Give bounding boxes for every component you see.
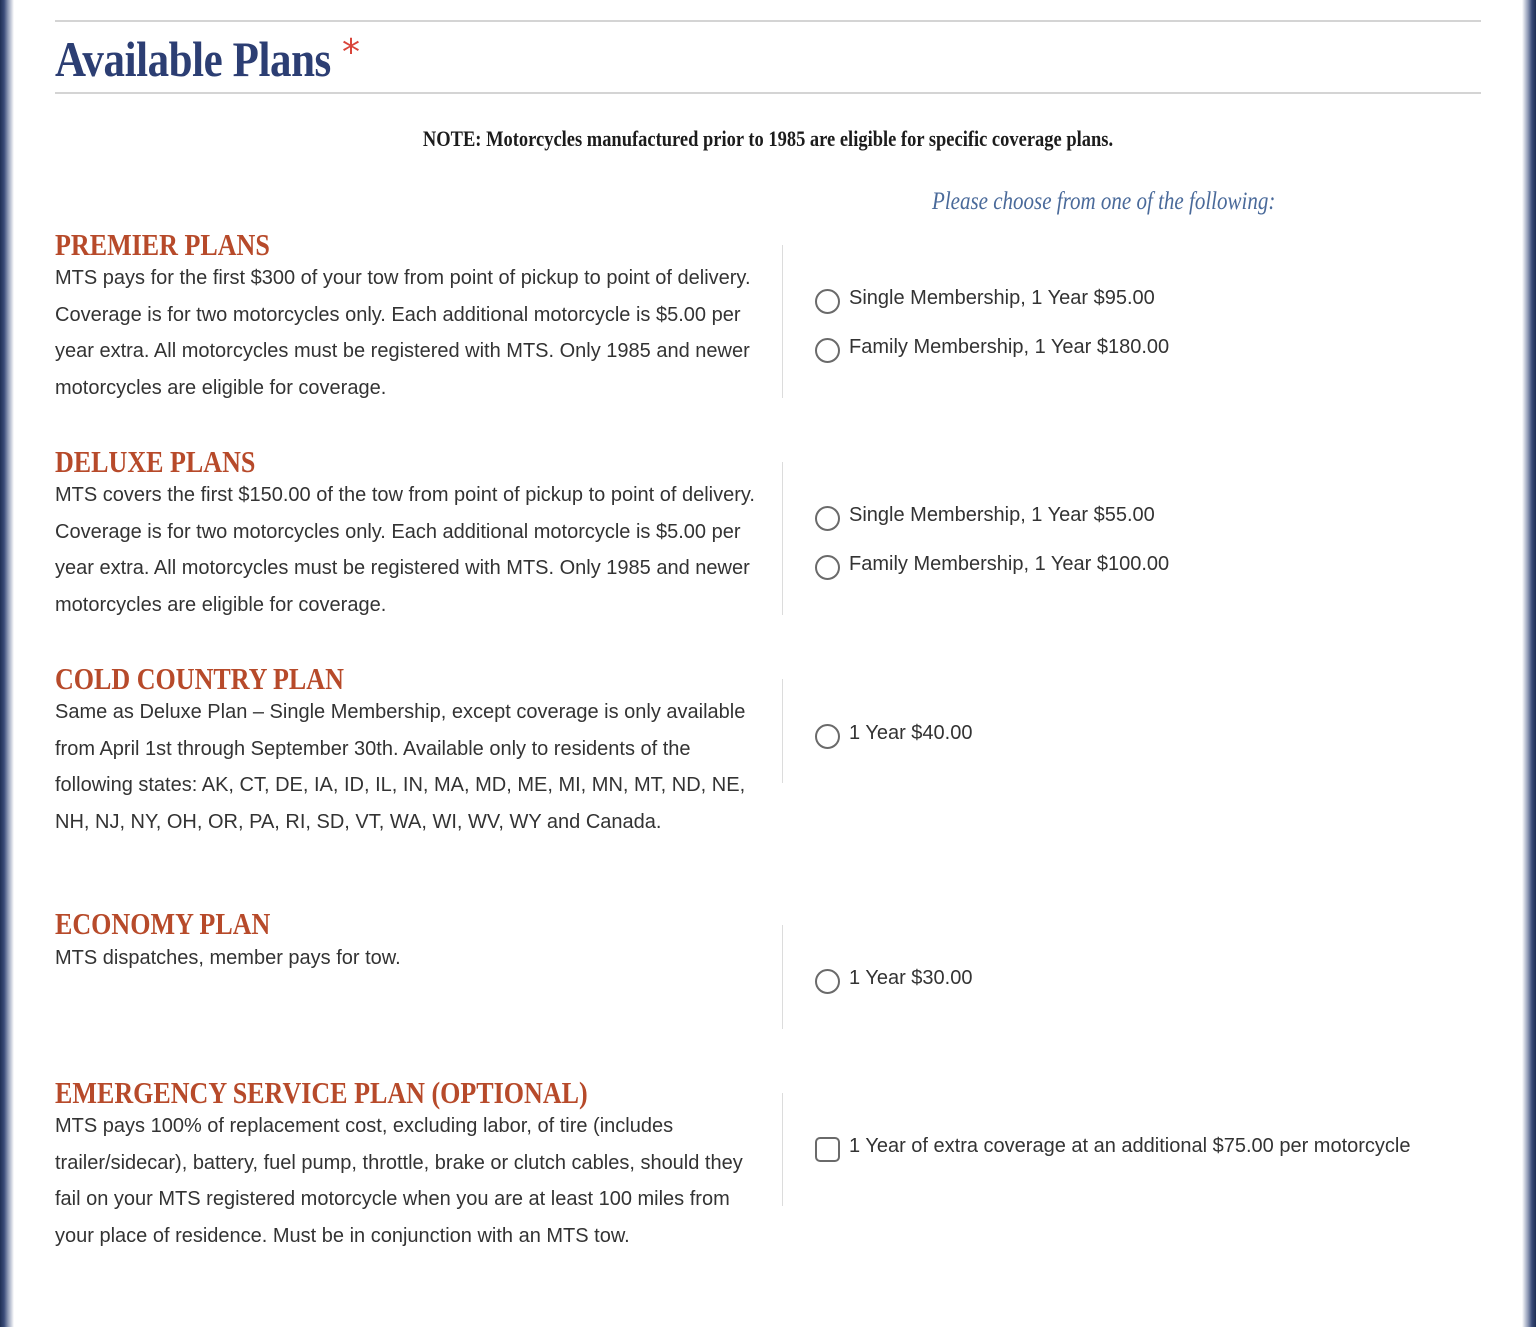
plan-title: DELUXE PLANS [55,444,256,479]
premier-single-radio-option[interactable] [815,284,1155,312]
plan-title: ECONOMY PLAN [55,906,271,941]
plan-title: EMERGENCY SERVICE PLAN (OPTIONAL) [55,1075,588,1110]
option-label[interactable]: 1 Year of extra coverage at an additional $75.00 per motorcycle [849,1134,1411,1157]
column-divider [782,462,783,615]
eligibility-note: NOTE: Motorcycles manufactured prior to 1985 are eligible for specific coverage plans. [422,126,1114,151]
option-label[interactable]: Single Membership, 1 Year $55.00 [849,503,1155,526]
option-label[interactable]: 1 Year $30.00 [849,966,973,989]
cold-country-radio-option[interactable] [815,719,972,747]
required-asterisk: * [342,32,360,73]
option-label[interactable]: Family Membership, 1 Year $100.00 [849,552,1170,575]
option-label[interactable]: Family Membership, 1 Year $180.00 [849,335,1170,358]
deluxe-family-radio-option[interactable] [815,550,1169,578]
plan-description: MTS pays 100% of replacement cost, excluding labor, of tire (includes trailer/sidecar), battery, fuel pump, throttle, brake or clutch cables, should they fail on your MTS registered motorcycle when you are at least 100 miles from your place of residence. Must be in conjunction with an MTS tow. [55,1115,743,1247]
title-divider [55,92,1481,94]
radio-button[interactable] [815,289,840,314]
plan-title: PREMIER PLANS [55,227,270,262]
column-divider [782,925,783,1029]
plan-description: MTS pays for the first $300 of your tow from point of pickup to point of delivery. Coverage is for two motorcycles only. Each additional motorcycle is $5.00 per year extra. All motorcycles must be registered with MTS. Only 1985 and newer motorcycles are eligible for coverage. [55,267,751,399]
premier-family-radio-option[interactable] [815,333,1169,361]
column-divider [782,679,783,783]
option-label[interactable]: Single Membership, 1 Year $95.00 [849,286,1155,309]
economy-radio-option[interactable] [815,964,972,992]
column-divider [782,245,783,398]
radio-button[interactable] [815,338,840,363]
plan-title: COLD COUNTRY PLAN [55,661,344,696]
deluxe-single-radio-option[interactable] [815,501,1155,529]
radio-button[interactable] [815,724,840,749]
plan-description: MTS covers the first $150.00 of the tow from point of pickup to point of delivery. Coverage is for two motorcycles only. Each additional motorcycle is $5.00 per year extra. All motorcycles must be registered with MTS. Only 1985 and newer motorcycles are eligible for coverage. [55,484,755,616]
option-label[interactable]: 1 Year $40.00 [849,721,973,744]
emergency-service-checkbox-option[interactable] [815,1132,1410,1160]
radio-button[interactable] [815,506,840,531]
choose-prompt: Please choose from one of the following: [932,188,1276,215]
column-divider [782,1093,783,1206]
plan-description: Same as Deluxe Plan – Single Membership, except coverage is only available from April 1st through September 30th. Available only to residents of the following states: AK, CT, DE, IA, ID, IL, IN, MA, MD, ME, MI, MN, MT, ND, NE, NH, NJ, NY, OH, OR, PA, RI, SD, VT, WA, WI, WV, WY and Canada. [55,701,746,833]
page-title: Available Plans [55,31,331,87]
checkbox[interactable] [815,1137,840,1162]
radio-button[interactable] [815,969,840,994]
plan-description: MTS dispatches, member pays for tow. [55,947,401,969]
top-divider [55,20,1481,22]
radio-button[interactable] [815,555,840,580]
